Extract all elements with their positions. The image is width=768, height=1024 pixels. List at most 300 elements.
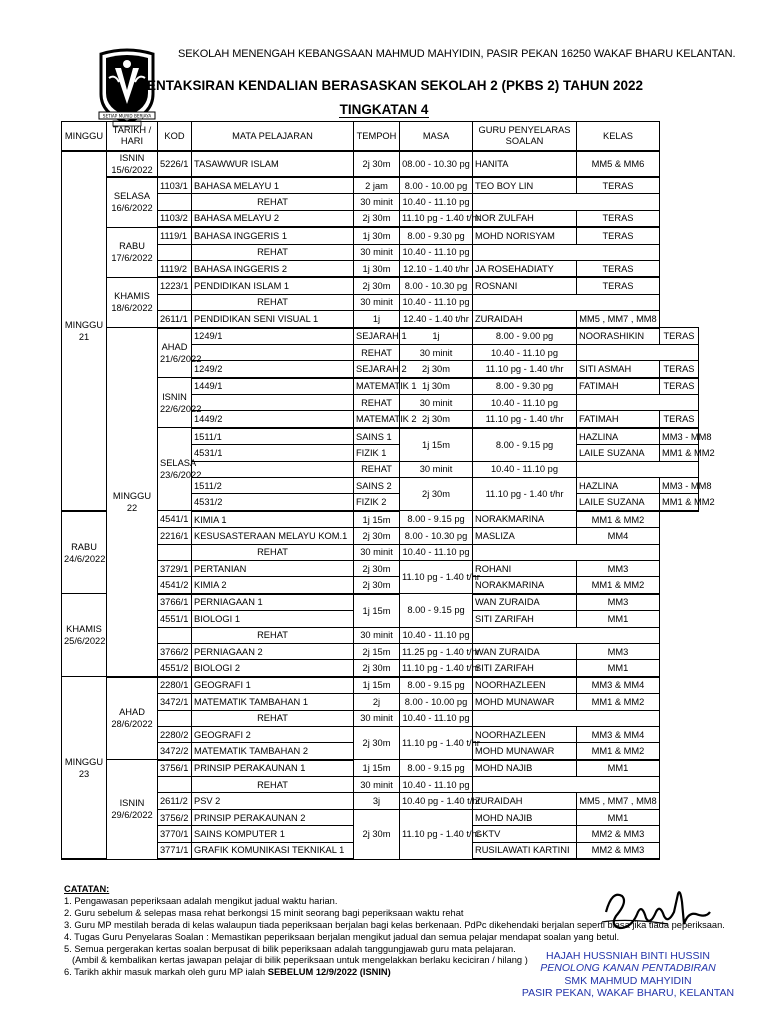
cell-subject: REHAT	[192, 544, 354, 560]
cell-kod: 1223/1	[158, 277, 192, 294]
cell-guru: MOHD NAJIB	[473, 760, 577, 777]
cell-tempoh: 2j 30m	[354, 277, 400, 294]
cell-guru: ROSNANI	[473, 277, 577, 294]
cell-kelas: MM5 , MM7 , MM8	[577, 311, 660, 328]
table-row	[62, 710, 699, 726]
cell-tempoh: 2j 15m	[354, 643, 400, 659]
cell-kod: 2611/2	[158, 793, 192, 809]
cell-guru: WAN ZURAIDA	[473, 594, 577, 611]
page-title: PENTAKSIRAN KENDALIAN BERASASKAN SEKOLAH 2 (PKBS 2) TAHUN 2022	[138, 78, 644, 93]
cell-masa: 12.10 - 1.40 t/hr	[400, 260, 473, 277]
col-header-kod: KOD	[158, 122, 192, 152]
signer-school: SMK MAHMUD MAHYIDIN	[564, 974, 692, 987]
table-row	[62, 660, 699, 677]
cell-tarikh: AHAD 21/6/2022	[158, 328, 192, 378]
cell-subject: REHAT	[192, 777, 354, 793]
cell-subject: SAINS 2	[354, 478, 400, 494]
cell-masa: 8.00 - 9.15 pg	[400, 677, 473, 694]
cell-kod: 1119/2	[158, 260, 192, 277]
cell-kod	[158, 194, 192, 210]
cell-kod: 1103/1	[158, 177, 192, 194]
cell-kod: 3472/1	[158, 694, 192, 710]
cell-subject: PSV 2	[192, 793, 354, 809]
cell-kod	[158, 544, 192, 560]
cell-kod: 3729/1	[158, 560, 192, 576]
table-row	[62, 194, 699, 210]
cell-guru: ROHANI	[473, 560, 577, 576]
table-row	[62, 177, 699, 194]
cell-masa: 10.40 - 11.10 pg	[400, 710, 473, 726]
cell-tempoh: 30 minit	[400, 461, 473, 477]
cell-masa: 8.00 - 9.00 pg	[473, 328, 577, 345]
cell-kelas: MM2 & MM3	[577, 826, 660, 842]
cell-kelas: MM1 & MM2	[577, 577, 660, 594]
table-row	[62, 793, 699, 809]
cell-kelas: MM1 & MM2	[577, 511, 660, 528]
cell-tarikh: ISNIN 22/6/2022	[158, 378, 192, 428]
cell-masa: 10.40 - 11.10 pg	[400, 544, 473, 560]
cell-tarikh: SELASA 23/6/2022	[158, 428, 192, 511]
cell-guru	[577, 395, 699, 411]
exam-schedule-table	[61, 121, 715, 860]
table-row	[62, 560, 699, 576]
cell-kod	[158, 710, 192, 726]
cell-subject: TASAWWUR ISLAM	[192, 151, 354, 177]
cell-kelas: MM3	[577, 594, 660, 611]
cell-guru: NORAKMARINA	[473, 577, 577, 594]
cell-minggu: MINGGU 23	[62, 677, 107, 859]
cell-subject: SAINS KOMPUTER 1	[192, 826, 354, 842]
cell-kelas: MM1	[577, 660, 660, 677]
cell-kod: 1511/2	[192, 478, 354, 494]
cell-kelas: MM3	[577, 560, 660, 576]
cell-subject: REHAT	[192, 710, 354, 726]
col-header-masa: MASA	[400, 122, 473, 152]
cell-tempoh: 2j 30m	[354, 528, 400, 544]
cell-subject: SAINS 1	[354, 428, 400, 445]
cell-guru: MOHD NORISYAM	[473, 227, 577, 244]
cell-tarikh: KHAMIS 25/6/2022	[62, 594, 107, 677]
signer-role: PENOLONG KANAN PENTADBIRAN	[540, 962, 716, 975]
cell-subject: SEJARAH 2	[354, 361, 400, 378]
col-header-kelas: KELAS	[577, 122, 660, 152]
cell-tempoh: 1j 30m	[354, 260, 400, 277]
cell-subject: PRINSIP PERAKAUNAN 2	[192, 809, 354, 825]
cell-guru: NORAKMARINA	[473, 511, 577, 528]
note-item: 6. Tarikh akhir masuk markah oleh guru MP ialah SEBELUM 12/9/2022 (ISNIN)	[64, 967, 391, 978]
cell-tempoh: 30 minit	[400, 395, 473, 411]
cell-kod: 5226/1	[158, 151, 192, 177]
table-row	[62, 544, 699, 560]
cell-subject: GEOGRAFI 2	[192, 726, 354, 742]
cell-kod: 3756/1	[158, 760, 192, 777]
signer-name: HAJAH HUSSNIAH BINTI HUSSIN	[546, 950, 710, 962]
cell-subject: FIZIK 1	[354, 445, 400, 461]
cell-subject: KIMIA 1	[192, 511, 354, 528]
cell-kod: 4551/2	[158, 660, 192, 677]
cell-guru: WAN ZURAIDA	[473, 643, 577, 659]
cell-masa: 11.10 pg - 1.40 t/hr	[400, 809, 473, 859]
cell-subject: REHAT	[354, 344, 400, 360]
cell-tarikh: AHAD 28/6/2022	[107, 677, 158, 760]
cell-kod: 1511/1	[192, 428, 354, 445]
cell-tempoh: 1j	[400, 328, 473, 345]
table-row	[62, 594, 699, 611]
cell-tempoh: 1j 15m	[354, 760, 400, 777]
col-header-subject: MATA PELAJARAN	[192, 122, 354, 152]
cell-guru: MOHD MUNAWAR	[473, 743, 577, 760]
cell-kelas: MM1	[577, 611, 660, 627]
table-row	[62, 227, 699, 244]
cell-masa: 11.10 pg - 1.40 t/hr	[473, 478, 577, 511]
cell-masa: 11.10 pg - 1.40 t/hr	[400, 660, 473, 677]
table-row	[62, 760, 699, 777]
cell-kelas: MM1	[577, 760, 660, 777]
cell-masa: 11.10 pg - 1.40 t/hr	[400, 560, 473, 593]
cell-guru	[473, 194, 660, 210]
cell-guru: NOR ZULFAH	[473, 210, 577, 227]
cell-subject: PENDIDIKAN ISLAM 1	[192, 277, 354, 294]
cell-guru: SITI ASMAH	[577, 361, 660, 378]
cell-kod: 1249/2	[192, 361, 354, 378]
cell-masa: 8.00 - 10.30 pg	[400, 528, 473, 544]
col-header-tarikh: TARIKH / HARI	[107, 122, 158, 152]
cell-subject: BAHASA INGGERIS 1	[192, 227, 354, 244]
cell-kod: 3472/2	[158, 743, 192, 760]
cell-masa: 11.25 pg - 1.40 t/hr	[400, 643, 473, 659]
cell-tempoh: 1j 30m	[400, 378, 473, 395]
cell-masa: 10.40 - 11.10 pg	[473, 395, 577, 411]
note-item: 1. Pengawasan peperiksaan adalah mengikut jadual waktu harian.	[64, 895, 338, 906]
cell-masa: 8.00 - 10.30 pg	[400, 277, 473, 294]
cell-kod	[192, 344, 354, 360]
table-row	[62, 311, 699, 328]
note-item: 2. Guru sebelum & selepas masa rehat berkongsi 15 minit seorang bagi peperiksaan waktu rehat	[64, 907, 464, 918]
cell-kod: 4531/2	[192, 494, 354, 511]
table-row	[62, 677, 699, 694]
cell-guru: ZURAIDAH	[473, 793, 577, 809]
cell-masa: 12.40 - 1.40 t/hr	[400, 311, 473, 328]
cell-tempoh: 1j	[354, 311, 400, 328]
cell-kod	[158, 294, 192, 310]
cell-kod: 3771/1	[158, 842, 192, 859]
cell-kod: 2611/1	[158, 311, 192, 328]
cell-masa: 10.40 - 11.10 pg	[473, 461, 577, 477]
signature-image	[598, 882, 718, 942]
table-row	[62, 694, 699, 710]
cell-guru: FATIMAH	[577, 378, 660, 395]
cell-subject: KESUSASTERAAN MELAYU KOM.1	[192, 528, 354, 544]
cell-kelas: MM3 - MM8	[660, 478, 699, 494]
cell-kelas: TERAS	[577, 227, 660, 244]
cell-kelas: MM3	[577, 643, 660, 659]
cell-guru: FATIMAH	[577, 411, 660, 428]
table-row	[62, 726, 699, 742]
cell-kelas: MM3 & MM4	[577, 677, 660, 694]
cell-kod: 1449/2	[192, 411, 354, 428]
cell-kelas: MM1 & MM2	[577, 694, 660, 710]
table-row	[62, 428, 699, 445]
cell-tempoh: 1j 15m	[354, 594, 400, 627]
cell-tarikh: RABU 17/6/2022	[107, 227, 158, 277]
cell-tempoh: 30 minit	[354, 294, 400, 310]
cell-subject: PENDIDIKAN SENI VISUAL 1	[192, 311, 354, 328]
table-row	[62, 328, 699, 345]
cell-kod: 3770/1	[158, 826, 192, 842]
cell-guru	[473, 544, 660, 560]
table-row	[62, 528, 699, 544]
cell-tempoh: 2j 30m	[400, 478, 473, 511]
cell-tempoh: 3j	[354, 793, 400, 809]
logo-motto: SETIAP MURID BERJAYA	[102, 113, 152, 119]
cell-masa: 08.00 - 10.30 pg	[400, 151, 473, 177]
cell-kelas: TERAS	[577, 210, 660, 227]
cell-tempoh: 1j 15m	[354, 677, 400, 694]
cell-subject: REHAT	[354, 461, 400, 477]
cell-masa: 8.00 - 10.00 pg	[400, 694, 473, 710]
cell-tarikh: ISNIN 15/6/2022	[107, 151, 158, 177]
cell-masa: 10.40 - 11.10 pg	[400, 294, 473, 310]
cell-tempoh: 30 minit	[354, 544, 400, 560]
cell-kelas: TERAS	[660, 328, 699, 345]
cell-guru: JA ROSEHADIATY	[473, 260, 577, 277]
cell-kelas: MM1 & MM2	[660, 445, 699, 461]
note-item: 3. Guru MP mestilah berada di kelas walaupun tiada peperiksaan berjalan bagi kelas berkenaan. PdPc dikehendaki berjalan seperti biasa jika tiada peperiksaan.	[64, 919, 725, 930]
cell-tempoh: 1j 15m	[400, 428, 473, 461]
cell-kod: 2280/1	[158, 677, 192, 694]
cell-masa: 8.00 - 9.15 pg	[473, 428, 577, 461]
deadline-text: SEBELUM 12/9/2022 (ISNIN)	[267, 967, 391, 978]
cell-kod: 3766/2	[158, 643, 192, 659]
cell-subject: BAHASA MELAYU 1	[192, 177, 354, 194]
cell-subject: REHAT	[192, 194, 354, 210]
cell-guru	[577, 461, 699, 477]
cell-subject: PERTANIAN	[192, 560, 354, 576]
cell-subject: MATEMATIK TAMBAHAN 2	[192, 743, 354, 760]
col-header-tempoh: TEMPOH	[354, 122, 400, 152]
cell-guru: MASLIZA	[473, 528, 577, 544]
col-header-guru: GURU PENYELARAS SOALAN	[473, 122, 577, 152]
cell-guru: HANITA	[473, 151, 577, 177]
cell-masa: 8.00 - 10.00 pg	[400, 177, 473, 194]
cell-kod: 3766/1	[158, 594, 192, 611]
school-address: SEKOLAH MENENGAH KEBANGSAAN MAHMUD MAHYIDIN, PASIR PEKAN 16250 WAKAF BHARU KELANTAN.	[178, 48, 736, 60]
cell-tempoh: 1j 15m	[354, 511, 400, 528]
cell-minggu: MINGGU 21	[62, 151, 107, 511]
cell-kod: 4541/1	[158, 511, 192, 528]
cell-subject: BIOLOGI 1	[192, 611, 354, 627]
cell-masa: 10.40 - 11.10 pg	[473, 344, 577, 360]
cell-kelas: TERAS	[577, 177, 660, 194]
table-row	[62, 809, 699, 825]
cell-kod	[158, 244, 192, 260]
cell-kelas: MM4	[577, 528, 660, 544]
cell-masa: 11.10 pg - 1.40 t/hr	[400, 210, 473, 227]
cell-tempoh: 30 minit	[354, 777, 400, 793]
cell-kelas: MM3 & MM4	[577, 726, 660, 742]
cell-masa: 8.00 - 9.15 pg	[400, 511, 473, 528]
cell-kelas: MM5 & MM6	[577, 151, 660, 177]
cell-tarikh: KHAMIS 18/6/2022	[107, 277, 158, 327]
table-row	[62, 777, 699, 793]
cell-masa: 11.10 pg - 1.40 t/hr	[400, 726, 473, 759]
cell-masa: 10.40 - 11.10 pg	[400, 627, 473, 643]
cell-kod: 4541/2	[158, 577, 192, 594]
cell-guru: LAILE SUZANA	[577, 494, 660, 511]
cell-tempoh: 30 minit	[354, 627, 400, 643]
cell-masa: 11.10 pg - 1.40 t/hr	[473, 361, 577, 378]
cell-subject: BAHASA MELAYU 2	[192, 210, 354, 227]
cell-tempoh: 2j 30m	[354, 210, 400, 227]
cell-masa: 10.40 - 11.10 pg	[400, 244, 473, 260]
cell-subject: MATEMATIK 2	[354, 411, 400, 428]
cell-kod: 1249/1	[192, 328, 354, 345]
cell-tarikh: RABU 24/6/2022	[62, 511, 107, 594]
notes-heading: CATATAN:	[64, 884, 110, 894]
signer-block	[510, 950, 746, 999]
cell-tempoh: 2j 30m	[354, 577, 400, 594]
signer-address: PASIR PEKAN, WAKAF BHARU, KELANTAN	[521, 986, 735, 999]
cell-kelas: TERAS	[660, 361, 699, 378]
cell-subject: GRAFIK KOMUNIKASI TEKNIKAL 1	[192, 842, 354, 859]
cell-subject: PRINSIP PERAKAUNAN 1	[192, 760, 354, 777]
cell-masa: 10.40 - 11.10 pg	[400, 777, 473, 793]
cell-minggu: MINGGU 22	[107, 328, 158, 677]
cell-kod: 1449/1	[192, 378, 354, 395]
cell-guru: LAILE SUZANA	[577, 445, 660, 461]
cell-subject: SEJARAH 1	[354, 328, 400, 345]
cell-masa: 8.00 - 9.30 pg	[400, 227, 473, 244]
cell-guru	[473, 777, 660, 793]
cell-subject: REHAT	[192, 294, 354, 310]
table-row	[62, 244, 699, 260]
cell-guru: GKTV	[473, 826, 577, 842]
cell-kod: 4551/1	[158, 611, 192, 627]
cell-guru	[473, 294, 660, 310]
cell-kelas: MM1 & MM2	[660, 494, 699, 511]
cell-tempoh: 30 minit	[354, 244, 400, 260]
cell-masa: 10.40 - 11.10 pg	[400, 194, 473, 210]
cell-kelas: TERAS	[660, 378, 699, 395]
table-row	[62, 277, 699, 294]
cell-guru: TEO BOY LIN	[473, 177, 577, 194]
cell-guru: NOORASHIKIN	[577, 328, 660, 345]
table-row	[62, 378, 699, 395]
table-row	[62, 627, 699, 643]
cell-subject: BAHASA INGGERIS 2	[192, 260, 354, 277]
cell-subject: GEOGRAFI 1	[192, 677, 354, 694]
cell-kod: 3756/2	[158, 809, 192, 825]
cell-subject: REHAT	[192, 244, 354, 260]
cell-masa: 8.00 - 9.15 pg	[400, 760, 473, 777]
table-row	[62, 151, 699, 177]
cell-guru: ZURAIDAH	[473, 311, 577, 328]
cell-guru: SITI ZARIFAH	[473, 611, 577, 627]
cell-tempoh: 2j 30m	[354, 660, 400, 677]
cell-tarikh: SELASA 16/6/2022	[107, 177, 158, 227]
cell-kelas: TERAS	[577, 277, 660, 294]
cell-tarikh: ISNIN 29/6/2022	[107, 760, 158, 859]
col-header-minggu: MINGGU	[62, 122, 107, 152]
cell-kod	[158, 627, 192, 643]
table-row	[62, 210, 699, 227]
cell-kod: 1119/1	[158, 227, 192, 244]
note-item: 5. Semua pergerakan kertas soalan berpusat di bilik peperiksaan adalah tanggungjawab guru mata pelajaran.	[64, 943, 516, 954]
cell-guru: HAZLINA	[577, 478, 660, 494]
cell-kelas: MM5 , MM7 , MM8	[577, 793, 660, 809]
cell-kod: 4531/1	[192, 445, 354, 461]
cell-guru: HAZLINA	[577, 428, 660, 445]
cell-guru: NOORHAZLEEN	[473, 726, 577, 742]
cell-masa: 11.10 pg - 1.40 t/hr	[473, 411, 577, 428]
cell-kod	[158, 777, 192, 793]
cell-subject: MATEMATIK TAMBAHAN 1	[192, 694, 354, 710]
cell-subject: KIMIA 2	[192, 577, 354, 594]
cell-masa: 8.00 - 9.30 pg	[473, 378, 577, 395]
cell-tempoh: 2j	[354, 694, 400, 710]
cell-tempoh: 30 minit	[400, 344, 473, 360]
cell-tempoh: 2j 30m	[354, 726, 400, 759]
cell-subject: FIZIK 2	[354, 494, 400, 511]
cell-subject: BIOLOGI 2	[192, 660, 354, 677]
cell-tempoh: 1j 30m	[354, 227, 400, 244]
cell-subject: MATEMATIK 1	[354, 378, 400, 395]
cell-tempoh: 2j 30m	[400, 411, 473, 428]
table-row	[62, 294, 699, 310]
cell-kod	[192, 395, 354, 411]
cell-guru	[473, 710, 660, 726]
cell-guru	[473, 244, 660, 260]
cell-kelas: TERAS	[660, 411, 699, 428]
note-item: (Ambil & kembalikan kertas jawapan pelajar di bilik peperiksaan untuk mengelakkan berlaku keciciran / hilang )	[72, 955, 528, 966]
cell-subject: REHAT	[192, 627, 354, 643]
form-level-heading: TINGKATAN 4	[339, 102, 429, 117]
table-header-row	[62, 122, 699, 152]
table-row	[62, 643, 699, 659]
cell-guru: RUSILAWATI KARTINI	[473, 842, 577, 859]
cell-masa: 8.00 - 9.15 pg	[400, 594, 473, 627]
cell-tempoh: 30 minit	[354, 710, 400, 726]
cell-kelas: MM3 - MM8	[660, 428, 699, 445]
cell-kelas: MM1 & MM2	[577, 743, 660, 760]
cell-tempoh: 2j 30m	[354, 560, 400, 576]
cell-kod: 2280/2	[158, 726, 192, 742]
cell-kod: 2216/1	[158, 528, 192, 544]
cell-guru: SITI ZARIFAH	[473, 660, 577, 677]
cell-tempoh: 2j 30m	[400, 361, 473, 378]
cell-tempoh: 2j 30m	[354, 809, 400, 859]
cell-guru: MOHD NAJIB	[473, 809, 577, 825]
cell-tempoh: 30 minit	[354, 194, 400, 210]
cell-tempoh: 2j 30m	[354, 151, 400, 177]
cell-masa: 10.40 pg - 1.40 t/hr	[400, 793, 473, 809]
table-row	[62, 577, 699, 594]
cell-kod	[192, 461, 354, 477]
cell-tempoh: 2 jam	[354, 177, 400, 194]
cell-kelas: MM1	[577, 809, 660, 825]
cell-kelas: MM2 & MM3	[577, 842, 660, 859]
cell-kelas: TERAS	[577, 260, 660, 277]
note-item: 4. Tugas Guru Penyelaras Soalan : Memastikan peperiksaan berjalan mengikut jadual dan semua pelajar mendapat soalan yang betul.	[64, 931, 620, 942]
cell-guru: MOHD MUNAWAR	[473, 694, 577, 710]
cell-subject: REHAT	[354, 395, 400, 411]
table-row	[62, 511, 699, 528]
cell-subject: PERNIAGAAN 1	[192, 594, 354, 611]
cell-guru: NOORHAZLEEN	[473, 677, 577, 694]
cell-subject: PERNIAGAAN 2	[192, 643, 354, 659]
table-row	[62, 260, 699, 277]
cell-guru	[577, 344, 699, 360]
